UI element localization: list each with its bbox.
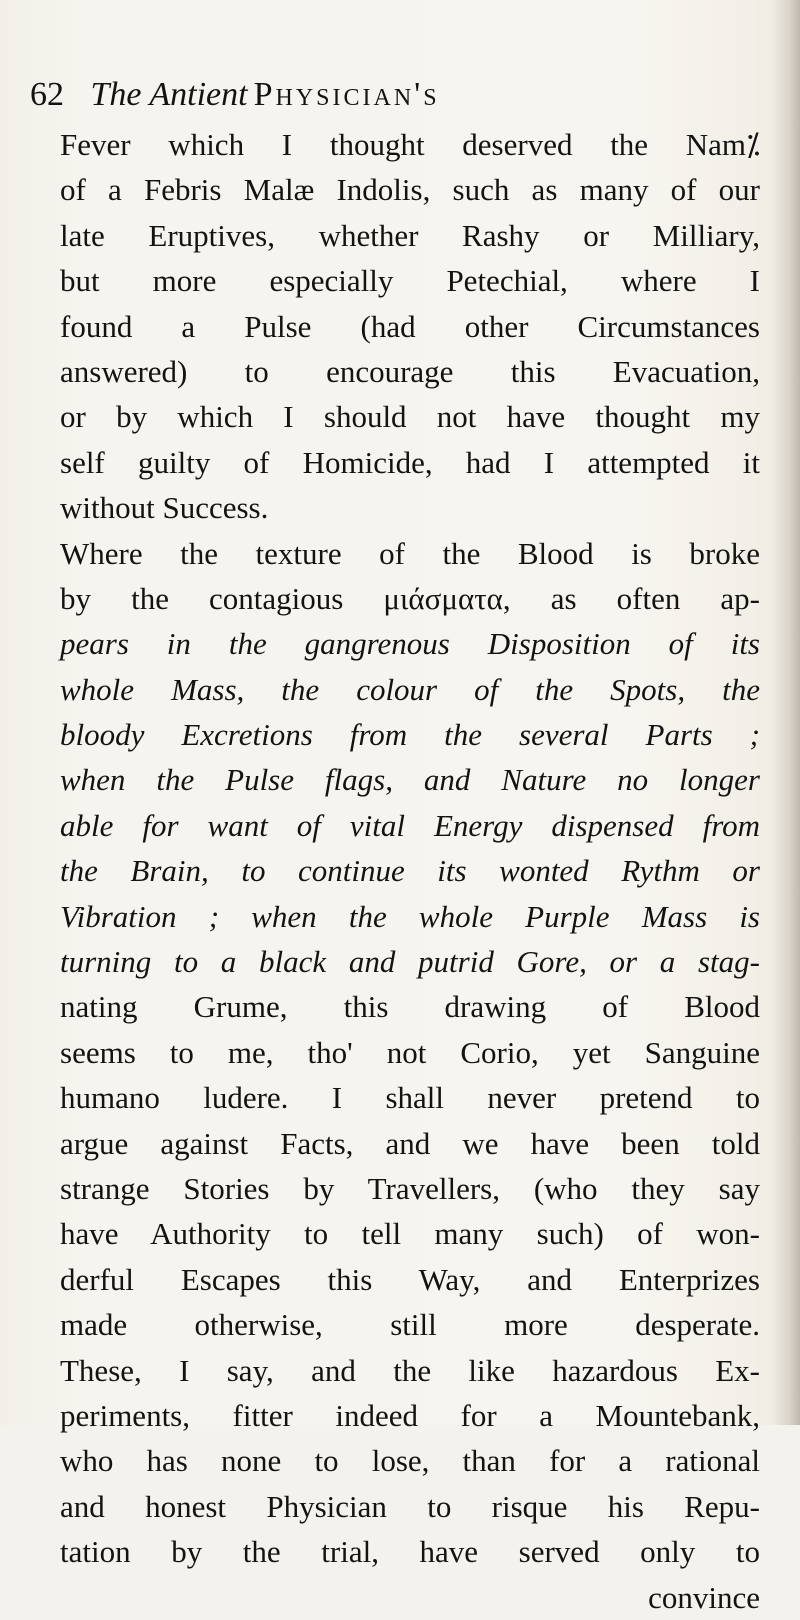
text-line: late Eruptives, whether Rashy or Milliary, bbox=[60, 217, 760, 253]
page-edge-shadow bbox=[772, 0, 800, 1425]
text-line: self guilty of Homicide, had I attempted it bbox=[60, 444, 760, 480]
running-header bbox=[30, 70, 730, 120]
text-line: of a Febris Malæ Indolis, such as many of our bbox=[60, 172, 760, 208]
text-line: humano ludere. I shall never pretend to bbox=[60, 1080, 760, 1116]
text-line: whole Mass, the colour of the Spots, the bbox=[60, 671, 760, 707]
text-line: able for want of vital Energy dispensed from bbox=[60, 807, 760, 843]
text-line: Where the texture of the Blood is broke bbox=[60, 535, 760, 571]
text-line: argue against Facts, and we have been told bbox=[60, 1125, 760, 1161]
text-line: made otherwise, still more desperate. bbox=[60, 1307, 760, 1343]
text-line: turning to a black and putrid Gore, or a stag- bbox=[60, 944, 760, 980]
text-line: the Brain, to continue its wonted Rythm or bbox=[60, 853, 760, 889]
text-line: who has none to lose, than for a rational bbox=[60, 1443, 760, 1479]
text-line: These, I say, and the like hazardous Ex- bbox=[60, 1352, 760, 1388]
text-line: and honest Physician to risque his Repu- bbox=[60, 1488, 760, 1524]
text-line: bloody Excretions from the several Parts ; bbox=[60, 717, 760, 753]
running-title-caps: Physician's bbox=[253, 76, 440, 113]
text-line: pears in the gangrenous Disposition of its bbox=[60, 626, 760, 662]
text-line: seems to me, tho' not Corio, yet Sanguine bbox=[60, 1034, 760, 1070]
text-line: or by which I should not have thought my bbox=[60, 399, 760, 435]
text-line: strange Stories by Travellers, (who they say bbox=[60, 1170, 760, 1206]
text-line: tation by the trial, have served only to bbox=[60, 1534, 760, 1570]
running-title bbox=[91, 70, 440, 120]
body-text bbox=[60, 122, 760, 1620]
text-line: periments, fitter indeed for a Mountebank, bbox=[60, 1397, 760, 1433]
text-line: Vibration ; when the whole Purple Mass is bbox=[60, 898, 760, 934]
text-line: found a Pulse (had other Circumstances bbox=[60, 308, 760, 344]
text-line: when the Pulse flags, and Nature no longer bbox=[60, 762, 760, 798]
text-line: without Success. bbox=[60, 490, 269, 526]
text-line: answered) to encourage this Evacuation, bbox=[60, 353, 760, 389]
running-title-italic: The Antient bbox=[90, 76, 248, 113]
text-line: by the contagious μιάσματα, as often ap- bbox=[60, 580, 760, 616]
catchword: convince bbox=[648, 1579, 760, 1615]
text-line: Fever which I thought deserved the Nam⁒ bbox=[60, 127, 760, 162]
text-line: nating Grume, this drawing of Blood bbox=[60, 989, 760, 1025]
text-line: derful Escapes this Way, and Enterprizes bbox=[60, 1261, 760, 1297]
text-line: have Authority to tell many such) of won- bbox=[60, 1216, 760, 1252]
text-line: but more especially Petechial, where I bbox=[60, 263, 760, 299]
page-number: 62 bbox=[30, 76, 64, 113]
